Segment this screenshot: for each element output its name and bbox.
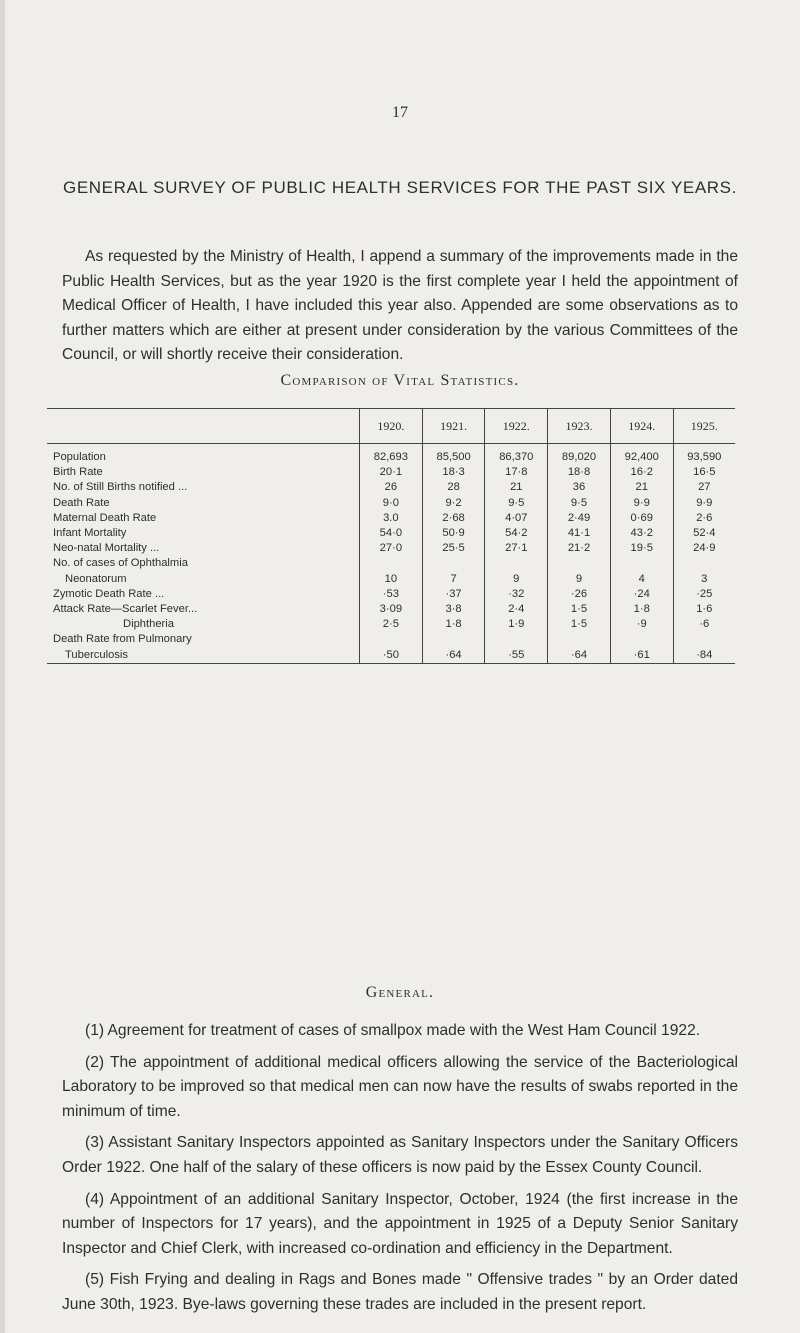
value-cell: 1·6 (673, 602, 735, 617)
value-cell: 54·0 (360, 526, 423, 541)
value-cell: ·55 (485, 647, 548, 663)
table-row (47, 572, 735, 587)
value-cell: 4 (610, 572, 673, 587)
value-cell: 2·4 (485, 602, 548, 617)
row-label: Attack Rate—Scarlet Fever... (53, 602, 198, 615)
value-cell: 3.0 (360, 511, 423, 526)
value-cell: 9 (485, 572, 548, 587)
value-cell: 3 (673, 572, 735, 587)
row-label: Tuberculosis (47, 647, 360, 663)
value-cell: ·26 (548, 587, 611, 602)
value-cell: ·32 (485, 587, 548, 602)
table-row (47, 480, 735, 495)
value-cell: 3·09 (360, 602, 423, 617)
value-cell: ·64 (548, 647, 611, 663)
list-item: (5) Fish Frying and dealing in Rags and Bones made " Offensive trades " by an Order dated June 30th, 1923. Bye-laws governing these trades are included in the present report. (62, 1271, 738, 1313)
value-cell (360, 556, 423, 571)
table-row (47, 556, 735, 571)
value-cell: 1·8 (610, 602, 673, 617)
value-cell: 9·9 (610, 496, 673, 511)
value-cell (422, 632, 485, 647)
value-cell: 9·0 (360, 496, 423, 511)
value-cell: 36 (548, 480, 611, 495)
value-cell: 1·8 (422, 617, 485, 632)
value-cell: 2·68 (422, 511, 485, 526)
table-row (47, 647, 735, 663)
value-cell: 21 (610, 480, 673, 495)
value-cell: 9 (548, 572, 611, 587)
value-cell: 21 (485, 480, 548, 495)
table-row (47, 632, 735, 647)
table-row (47, 526, 735, 541)
table-row (47, 617, 735, 632)
value-cell: 9·9 (673, 496, 735, 511)
value-cell (548, 632, 611, 647)
value-cell: 27 (673, 480, 735, 495)
value-cell: ·24 (610, 587, 673, 602)
value-cell: 52·4 (673, 526, 735, 541)
value-cell: 7 (422, 572, 485, 587)
value-cell: ·9 (610, 617, 673, 632)
value-cell: 2·6 (673, 511, 735, 526)
value-cell: 28 (422, 480, 485, 495)
page-title: GENERAL SURVEY OF PUBLIC HEALTH SERVICES FOR THE PAST SIX YEARS. (63, 178, 737, 197)
value-cell: 2·49 (548, 511, 611, 526)
value-cell (485, 556, 548, 571)
value-cell (422, 556, 485, 571)
value-cell: ·61 (610, 647, 673, 663)
value-cell: 43·2 (610, 526, 673, 541)
value-cell: 18·3 (422, 465, 485, 480)
value-cell: 25·5 (422, 541, 485, 556)
intro-paragraph: As requested by the Ministry of Health, I append a summary of the improvements made in the Public Health Services, but as the year 1920 is the first complete year I held the appointment of Medical Officer of Health, I have included this year also. Appended are some observations as to further matters which are either at present under consideration by the various Committees of the Council, or will shortly receive their consideration. (62, 248, 738, 364)
value-cell: 89,020 (548, 450, 611, 465)
list-item: (3) Assistant Sanitary Inspectors appointed as Sanitary Inspectors under the Sanitary Officers Order 1922. One half of the salary of these officers is now paid by the Essex County Council. (62, 1134, 738, 1176)
value-cell: 16·2 (610, 465, 673, 480)
value-cell: 27·1 (485, 541, 548, 556)
value-cell: 17·8 (485, 465, 548, 480)
value-cell: 10 (360, 572, 423, 587)
value-cell: 50·9 (422, 526, 485, 541)
list-item: (2) The appointment of additional medical officers allowing the service of the Bacteriological Laboratory to be improved so that medical men can now have the results of swabs reported in the minimum of time. (62, 1053, 738, 1120)
list-item: (1) Agreement for treatment of cases of smallpox made with the West Ham Council 1922. (85, 1022, 701, 1039)
value-cell: 86,370 (485, 450, 548, 465)
value-cell (610, 632, 673, 647)
value-cell: 9·5 (548, 496, 611, 511)
value-cell: 27·0 (360, 541, 423, 556)
value-cell: 85,500 (422, 450, 485, 465)
year-header: 1924. (610, 409, 673, 444)
year-header: 1920. (360, 409, 423, 444)
general-items (62, 1019, 738, 1325)
value-cell: 41·1 (548, 526, 611, 541)
row-label: Diphtheria (123, 618, 174, 631)
value-cell: ·6 (673, 617, 735, 632)
value-cell: ·53 (360, 587, 423, 602)
header-label-cell (47, 409, 360, 444)
list-item: (4) Appointment of an additional Sanitary Inspector, October, 1924 (the first increase in the number of Inspectors for 17 years), and the appointment in 1925 of a Deputy Senior Sanitary Inspector and Chief Clerk, with increased co-ordination and efficiency in the Department. (62, 1190, 738, 1257)
value-cell: 24·9 (673, 541, 735, 556)
value-cell: 9·5 (485, 496, 548, 511)
row-label: Death Rate from Pulmonary (53, 633, 192, 646)
vital-statistics-table (47, 408, 735, 664)
value-cell: ·50 (360, 647, 423, 663)
value-cell: 1·5 (548, 602, 611, 617)
row-label: No. of cases of Ophthalmia (53, 557, 188, 570)
row-label: Infant Mortality (53, 527, 127, 540)
row-label: No. of Still Births notified ... (53, 481, 188, 494)
table-row (47, 541, 735, 556)
value-cell: 0·69 (610, 511, 673, 526)
general-heading: General. (365, 984, 435, 1001)
year-header: 1923. (548, 409, 611, 444)
value-cell: 21·2 (548, 541, 611, 556)
value-cell: 1·9 (485, 617, 548, 632)
value-cell (673, 632, 735, 647)
row-label: Maternal Death Rate (53, 511, 157, 524)
table-row (47, 450, 735, 465)
value-cell: ·25 (673, 587, 735, 602)
row-label: Zymotic Death Rate ... (53, 587, 165, 600)
value-cell: 18·8 (548, 465, 611, 480)
comparison-heading: Comparison of Vital Statistics. (280, 372, 520, 389)
page-number: 17 (392, 104, 408, 121)
value-cell: 16·5 (673, 465, 735, 480)
value-cell: 82,693 (360, 450, 423, 465)
value-cell: 1·5 (548, 617, 611, 632)
value-cell: 54·2 (485, 526, 548, 541)
value-cell: 9·2 (422, 496, 485, 511)
value-cell (610, 556, 673, 571)
year-header: 1922. (485, 409, 548, 444)
table-row (47, 511, 735, 526)
year-header: 1925. (673, 409, 735, 444)
value-cell: 3·8 (422, 602, 485, 617)
scan-edge (0, 0, 5, 1333)
value-cell: 2·5 (360, 617, 423, 632)
table-body (47, 444, 735, 664)
row-label: Population (53, 451, 106, 464)
value-cell: 4·07 (485, 511, 548, 526)
value-cell (485, 632, 548, 647)
year-header: 1921. (422, 409, 485, 444)
value-cell (360, 632, 423, 647)
value-cell (548, 556, 611, 571)
table-row (47, 465, 735, 480)
table-row (47, 496, 735, 511)
row-label: Birth Rate (53, 466, 103, 479)
table-row (47, 602, 735, 617)
value-cell: 19·5 (610, 541, 673, 556)
value-cell: 93,590 (673, 450, 735, 465)
row-label: Neonatorum (65, 572, 127, 585)
table-row (47, 587, 735, 602)
row-label: Neo-natal Mortality ... (53, 542, 160, 555)
value-cell: 20·1 (360, 465, 423, 480)
value-cell: 92,400 (610, 450, 673, 465)
value-cell: ·64 (422, 647, 485, 663)
value-cell: ·37 (422, 587, 485, 602)
table-header-row (47, 409, 735, 444)
row-label: Death Rate (53, 496, 110, 509)
value-cell: 26 (360, 480, 423, 495)
value-cell: ·84 (673, 647, 735, 663)
value-cell (673, 556, 735, 571)
